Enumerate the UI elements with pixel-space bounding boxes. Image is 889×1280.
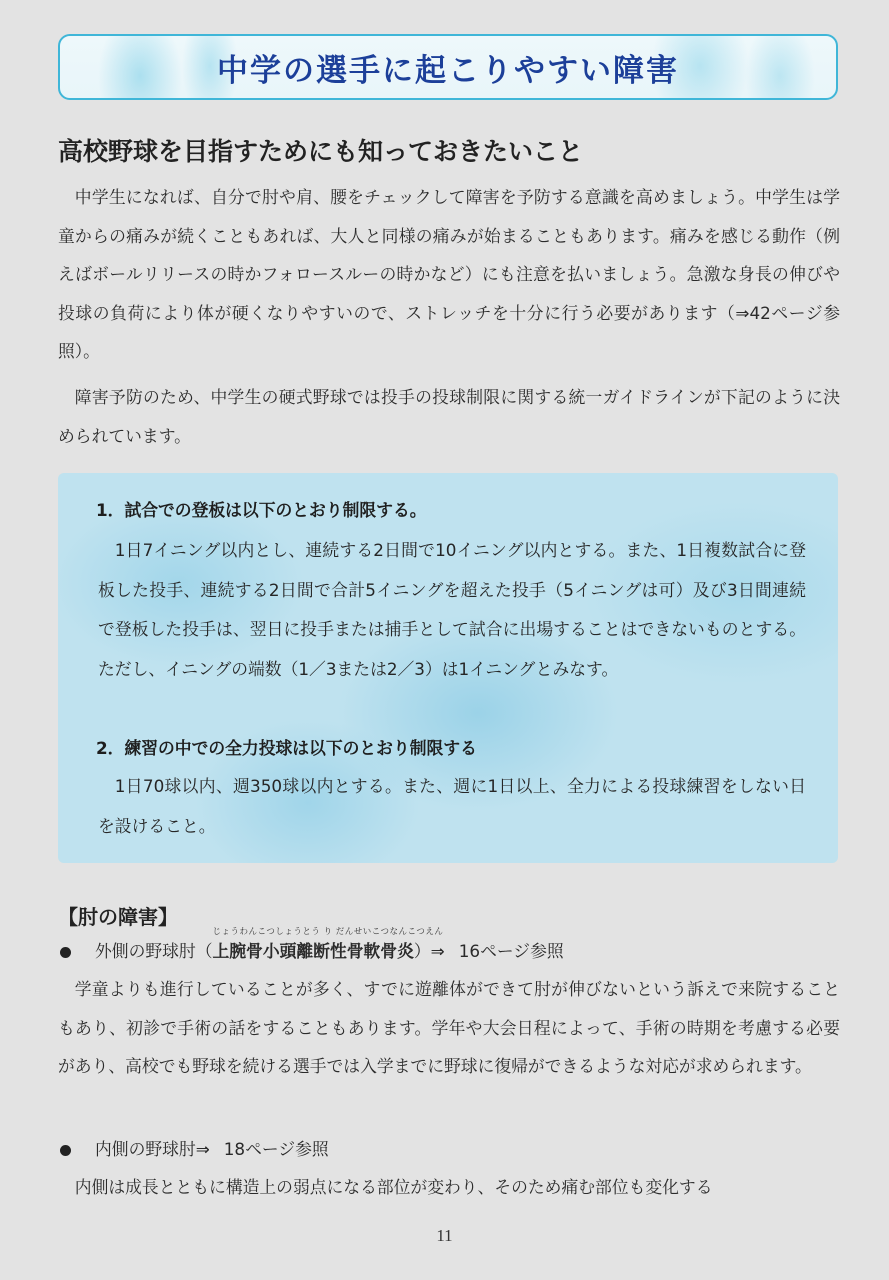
banner-title: 中学の選手に起こりやすい障害 — [217, 52, 679, 89]
rule-2-body: 1日70球以内、週350球以内とする。また、週に1日以上、全力による投球練習をしない日を設けること。 — [98, 776, 806, 836]
guideline-box — [58, 473, 838, 863]
intro-paragraph-2: 障害予防のため、中学生の硬式野球では投手の投球制限に関する統一ガイドラインが下記のように決められています。 — [58, 387, 840, 446]
rule-1-body: 1日7イニング以内とし、連続する2日間で10イニング以内とする。また、1日複数試合に登板した投手、連続する2日間で合計5イニングを超えた投手（5イニングは可）及び3日間連続で登板した投手は、翌日に投手または捕手として試合に出場することはできないものとする。ただし、イニングの端数（1／3または2／3）は1イニングとみなす。 — [98, 540, 806, 679]
list-item-lateral-elbow — [60, 927, 564, 962]
item1-term — [212, 927, 444, 962]
item2-ref: 18ページ参照 — [223, 1139, 329, 1159]
page-number: 11 — [436, 1226, 453, 1245]
item1-suffix: ）⇒ — [413, 941, 445, 961]
list-item-medial-elbow — [60, 1136, 329, 1160]
item1-body: 学童よりも進行していることが多く、すでに遊離体ができて肘が伸びないという訴えで来院することもあり、初診で手術の話をすることもあります。学年や大会日程によって、手術の時期を考慮する必要があり、高校でも野球を続ける選手では入学までに野球に復帰ができるような対応が求められます。 — [58, 979, 840, 1076]
item2-label: 内側の野球肘⇒ — [95, 1139, 210, 1159]
item1-term-text: 上腕骨小頭離断性骨軟骨炎 — [212, 941, 414, 961]
title-banner — [58, 34, 838, 100]
section-heading: 高校野球を目指すためにも知っておきたいこと — [58, 137, 584, 166]
item2-body: 内側は成長とともに構造上の弱点になる部位が変わり、そのため痛む部位も変化する — [74, 1177, 713, 1197]
bullet-icon — [60, 947, 71, 958]
elbow-section-title: 【肘の障害】 — [58, 905, 178, 929]
rule-1-title: 1．試合での登板は以下のとおり制限する。 — [96, 500, 427, 520]
bullet-icon — [60, 1145, 71, 1156]
item1-ref: 16ページ参照 — [458, 941, 564, 961]
item1-prefix: 外側の野球肘（ — [95, 941, 213, 961]
rule-2-title: 2．練習の中での全力投球は以下のとおり制限する — [96, 738, 477, 758]
item1-reading: じょうわんこつしょうとう り だんせいこつなんこつえん — [212, 927, 444, 937]
intro-paragraph-1: 中学生になれば、自分で肘や肩、腰をチェックして障害を予防する意識を高めましょう。中学生は学童からの痛みが続くこともあれば、大人と同様の痛みが始まることもあります。痛みを感じる動作（例えばボールリリースの時かフォロースルーの時かなど）にも注意を払いましょう。急激な身長の伸びや投球の負荷により体が硬くなりやすいので、ストレッチを十分に行う必要があります（⇒42ページ参照）。 — [58, 187, 840, 361]
